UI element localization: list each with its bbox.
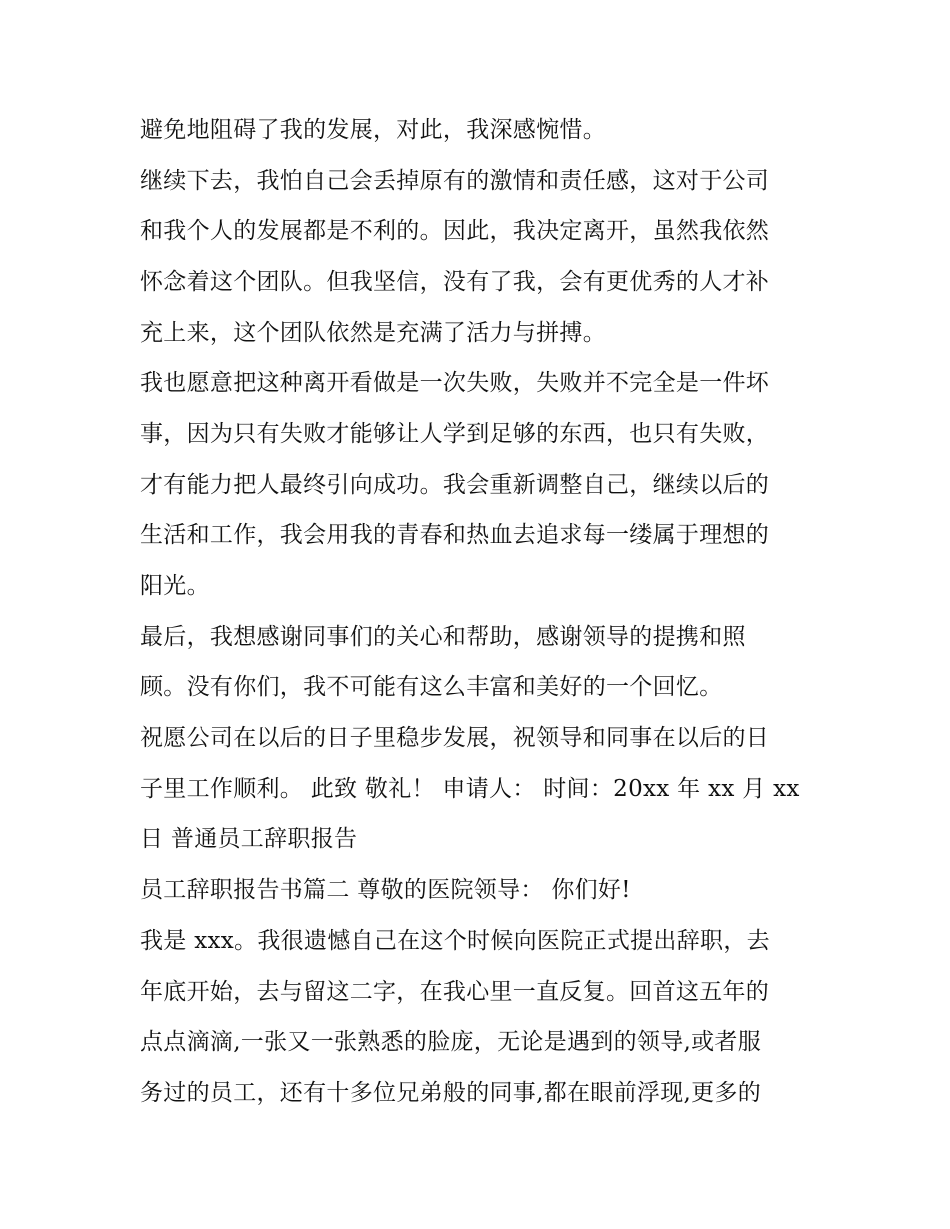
text-line: 避免地阻碍了我的发展，对此，我深感惋惜。 xyxy=(140,117,606,143)
text-line: 和我个人的发展都是不利的。因此，我决定离开，虽然我依然 xyxy=(140,218,770,244)
text-line: 最后，我想感谢同事们的关心和帮助，感谢领导的提携和照 xyxy=(140,624,746,650)
text-line: 点点滴滴,一张又一张熟悉的脸庞，无论是遇到的领导,或者服 xyxy=(140,1029,762,1055)
text-line: 年底开始，去与留这二字，在我心里一直反复。回首这五年的 xyxy=(140,979,770,1005)
text-line: 我是 xxx。我很遗憾自己在这个时候向医院正式提出辞职，去 xyxy=(140,928,770,954)
text-line: 事，因为只有失败才能够让人学到足够的东西，也只有失败， xyxy=(140,421,770,447)
text-line: 继续下去，我怕自己会丢掉原有的激情和责任感，这对于公司 xyxy=(140,168,770,194)
text-line: 充上来，这个团队依然是充满了活力与拼搏。 xyxy=(140,320,606,346)
text-line: 我也愿意把这种离开看做是一次失败，失败并不完全是一件坏 xyxy=(140,370,770,396)
text-line: 子里工作顺利。 此致 敬礼！ 申请人： 时间：20xx 年 xx 月 xx xyxy=(140,776,800,802)
text-line: 顾。没有你们，我不可能有这么丰富和美好的一个回忆。 xyxy=(140,674,723,700)
text-line: 阳光。 xyxy=(140,573,210,599)
text-line: 生活和工作，我会用我的青春和热血去追求每一缕属于理想的 xyxy=(140,522,770,548)
text-line: 务过的员工，还有十多位兄弟般的同事,都在眼前浮现,更多的 xyxy=(140,1080,762,1106)
text-line: 怀念着这个团队。但我坚信，没有了我，会有更优秀的人才补 xyxy=(140,269,770,295)
text-line: 祝愿公司在以后的日子里稳步发展，祝领导和同事在以后的日 xyxy=(140,725,770,751)
text-line: 才有能力把人最终引向成功。我会重新调整自己，继续以后的 xyxy=(140,472,770,498)
text-line: 员工辞职报告书篇二 尊敬的医院领导： 你们好! xyxy=(140,877,631,903)
text-line: 日 普通员工辞职报告 xyxy=(140,826,358,852)
